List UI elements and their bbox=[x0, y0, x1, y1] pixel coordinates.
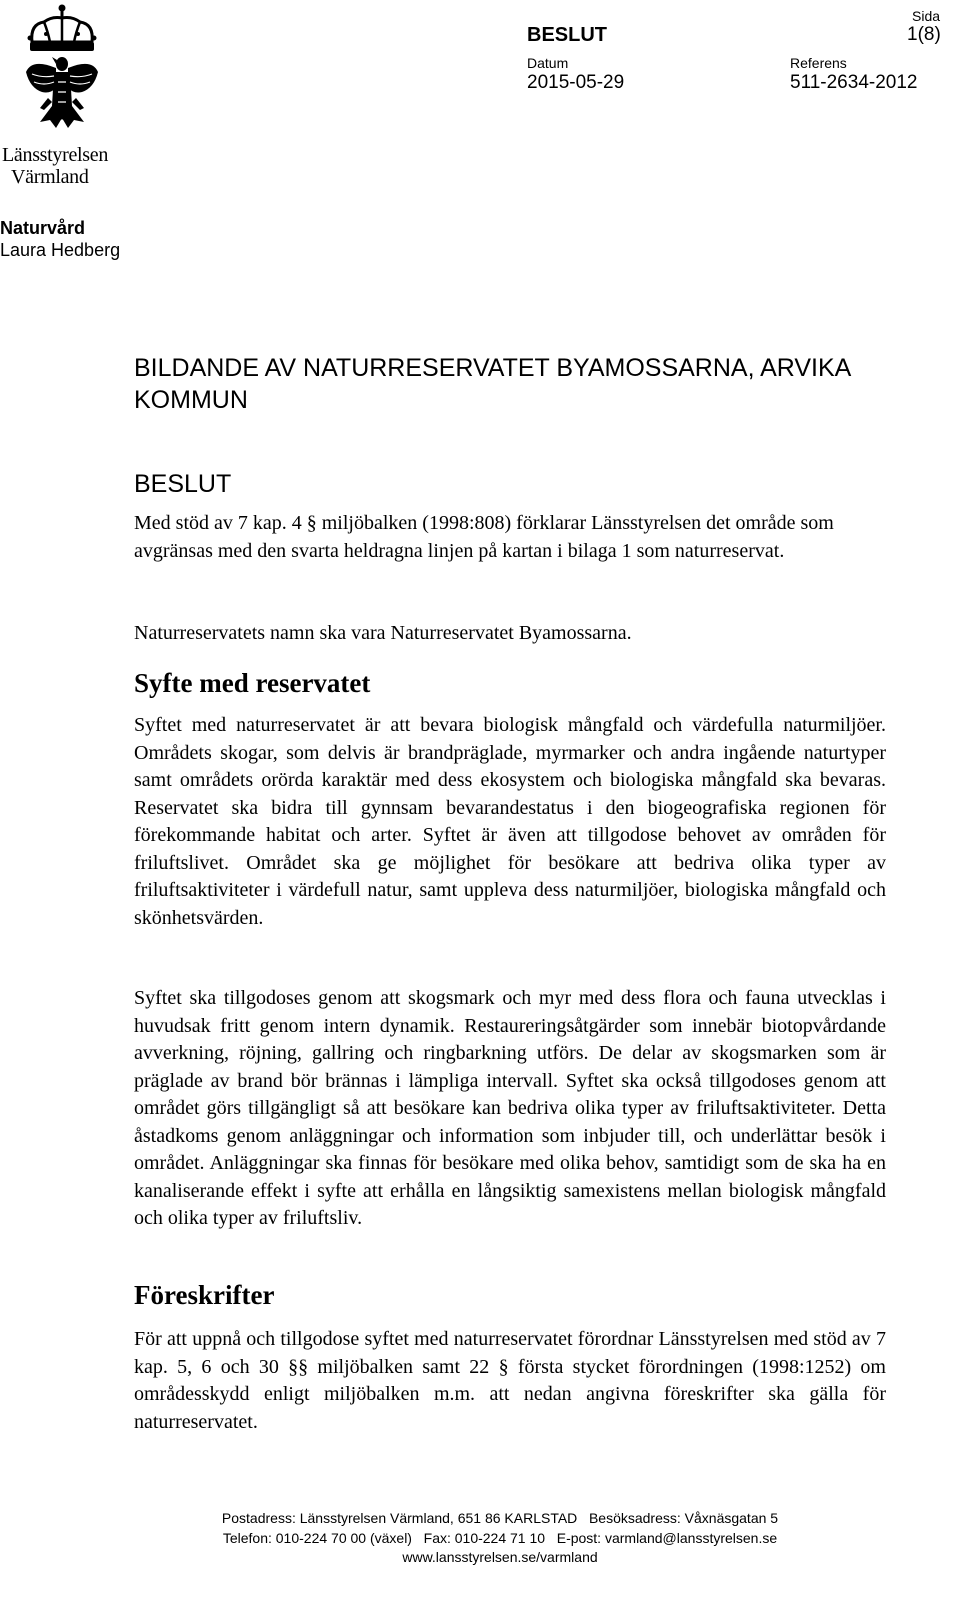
case-officer: Laura Hedberg bbox=[0, 240, 121, 260]
document-type: BESLUT bbox=[527, 24, 607, 46]
org-logo bbox=[0, 0, 125, 190]
page-number: 1(8) bbox=[907, 24, 941, 45]
section-heading-syfte: Syfte med reservatet bbox=[134, 668, 371, 698]
department: Naturvård bbox=[0, 218, 86, 238]
beslut-paragraph-1: Med stöd av 7 kap. 4 § miljöbalken (1998:808) förklarar Länsstyrelsen det område som avgränsas med den svarta heldragna linjen på kartan i bilaga 1 som naturreservat. bbox=[134, 512, 834, 562]
footer-address: Postadress: Länsstyrelsen Värmland, 651 86 KARLSTAD Besöksadress: Våxnäsgatan 5 bbox=[221, 1510, 779, 1526]
section-heading-foreskrifter: Föreskrifter bbox=[134, 1280, 275, 1310]
footer-contact: Telefon: 010-224 70 00 (växel) Fax: 010-224 71 10 E-post: varmland@lansstyrelsen.se bbox=[222, 1530, 778, 1546]
beslut-paragraph-2: Naturreservatets namn ska vara Naturreservatet Byamossarna. bbox=[134, 622, 632, 644]
footer-website-link[interactable]: www.lansstyrelsen.se/varmland bbox=[402, 1549, 598, 1565]
foreskrifter-paragraph: För att uppnå och tillgodose syftet med naturreservatet förordnar Länsstyrelsen med stöd av 7 kap. 5, 6 och 30 §§ miljöbalken samt 22 § första stycket förordningen (1998:1252) om områdesskydd enligt miljöbalken m.m. att nedan angivna föreskrifter ska gälla för naturreservatet. bbox=[134, 1328, 886, 1433]
org-name-line2: Värmland bbox=[11, 166, 89, 188]
reference-label: Referens bbox=[790, 55, 847, 71]
reference-value: 511-2634-2012 bbox=[790, 72, 918, 93]
date-value: 2015-05-29 bbox=[527, 72, 625, 93]
date-label: Datum bbox=[527, 55, 569, 71]
org-name-line1: Länsstyrelsen bbox=[2, 144, 109, 166]
coat-of-arms-icon bbox=[22, 2, 102, 140]
section-heading-beslut: BESLUT bbox=[134, 470, 232, 498]
syfte-paragraph-2: Syftet ska tillgodoses genom att skogsmark och myr med dess flora och fauna utvecklas i huvudsak fritt genom intern dynamik. Restaureringsåtgärder som innebär biotopvårdande avverkning, röjning, gallring och ringbarkning utförs. De delar av skogsmarken som är präglade av brand bör brännas i lämpliga intervall. Syftet ska också tillgodoses genom att området görs tillgängligt så att besökare kan bedriva olika typer av friluftsaktiviteter. Detta åstadkoms genom anläggningar och information som inbjuder till, och underlättar besök i området. Anläggningar ska finnas för besökare med olika behov, samtidigt som de ska ha en kanaliserande effekt i syfte att erhålla en långsiktig samexistens mellan biologisk mångfald och olika typer av friluftsliv. bbox=[134, 987, 886, 1229]
page-label: Sida bbox=[912, 8, 941, 24]
syfte-paragraph-1: Syftet med naturreservatet är att bevara biologisk mångfald och värdefulla naturmiljöer. Områdets skogar, som delvis är brandpräglade, myrmarker och andra ingående naturtyper samt områdets orörda karaktär med dess ekosystem och biologiska mångfald ska bevaras. Reservatet ska bidra till gynnsam bevarandestatus i den biogeografiska regionen för förekommande habitat och arter. Syftet är även att tillgodose behovet av områden för friluftslivet. Området ska ge möjlighet för besökare att bedriva olika typer av friluftsaktiviteter i värdefull natur, samt uppleva dess naturmiljöer, biologiska mångfald och skönhetsvärden. bbox=[134, 714, 886, 929]
document-title: BILDANDE AV NATURRESERVATET BYAMOSSARNA, ARVIKA KOMMUN bbox=[134, 354, 850, 414]
